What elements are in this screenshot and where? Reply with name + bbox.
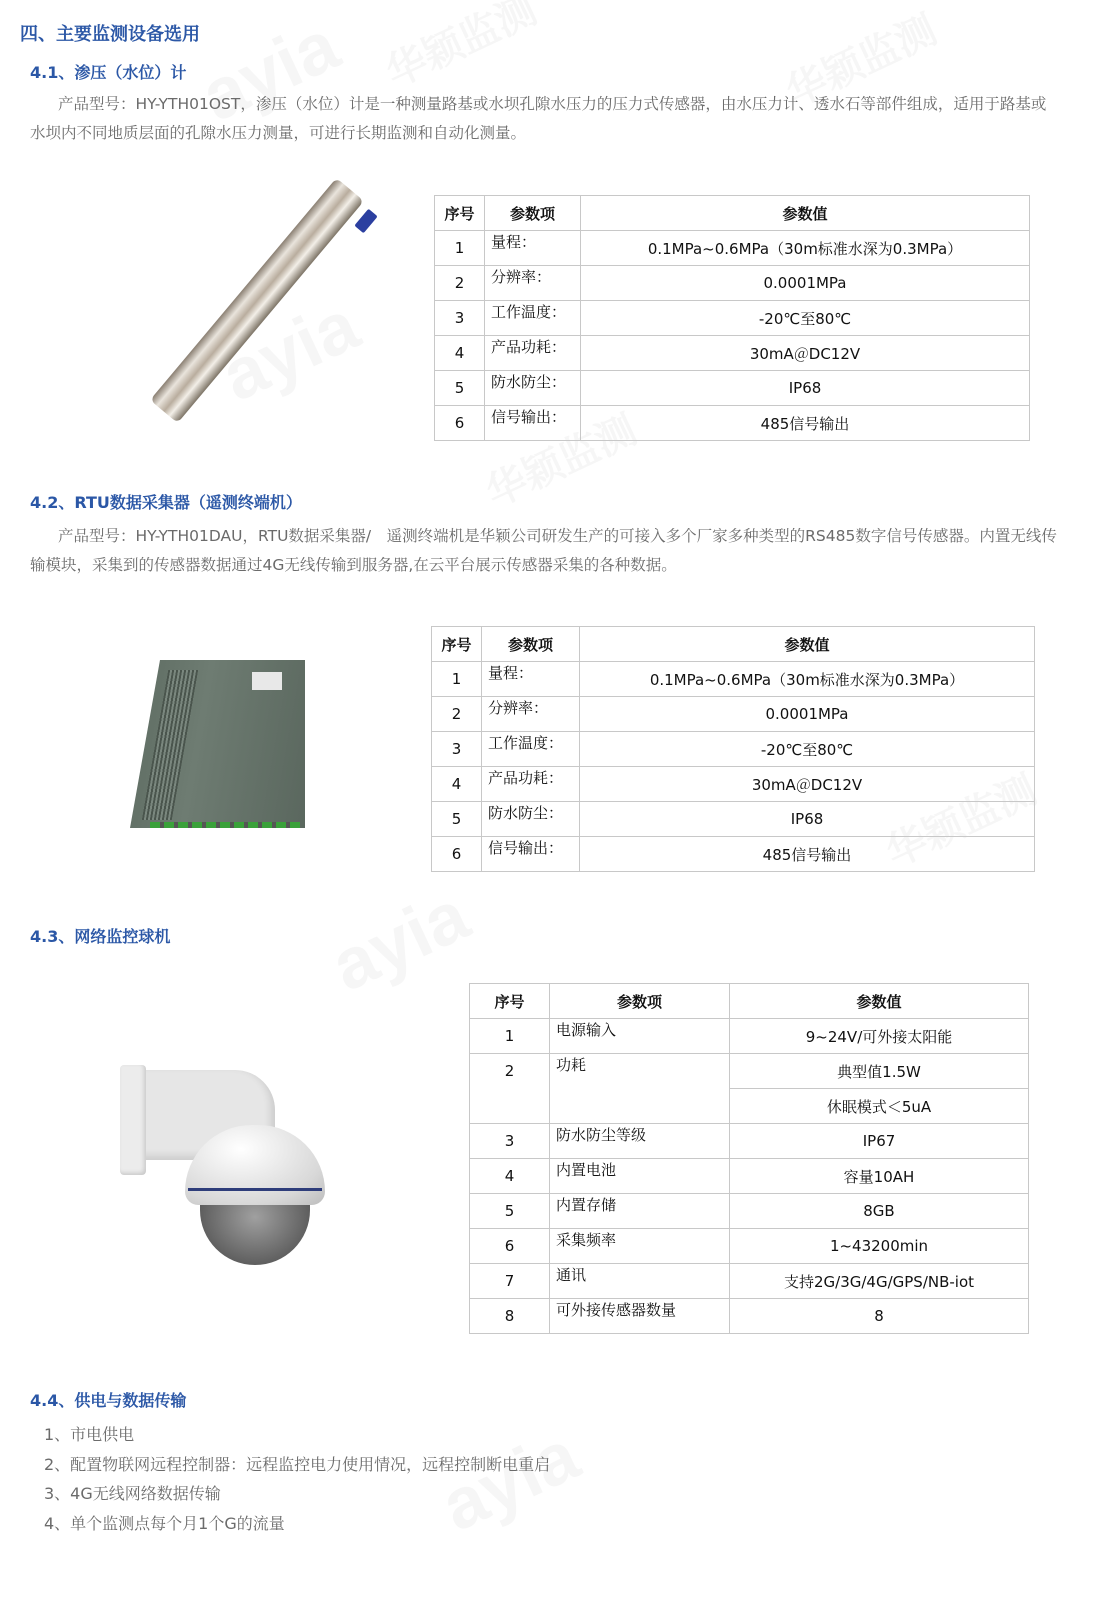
row-no: 3 [435, 301, 485, 336]
section-heading-4-3: 4.3、网络监控球机 [30, 927, 171, 946]
row-item: 内置存储 [550, 1194, 730, 1229]
watermark-logo [319, 874, 481, 1008]
row-value: IP68 [581, 371, 1030, 406]
row-no: 8 [470, 1299, 550, 1334]
row-item: 通讯 [550, 1264, 730, 1299]
table-row [470, 1299, 1029, 1334]
product-image-dome-camera [120, 1065, 330, 1265]
product-image-rtu [130, 660, 305, 828]
row-item: 防水防尘： [485, 371, 581, 406]
table-row [435, 371, 1030, 406]
row-item: 产品功耗： [485, 336, 581, 371]
row-value: 8GB [730, 1194, 1029, 1229]
table-row [435, 336, 1030, 371]
list-item: 1、市电供电 [44, 1425, 135, 1444]
table-row [470, 1264, 1029, 1299]
row-no: 3 [470, 1124, 550, 1159]
table-row [470, 1194, 1029, 1229]
row-value: 0.1MPa~0.6MPa（30m标准水深为0.3MPa） [580, 662, 1035, 697]
table-row [432, 662, 1035, 697]
row-no: 2 [470, 1054, 550, 1124]
row-item: 工作温度： [482, 732, 580, 767]
list-item: 3、4G无线网络数据传输 [44, 1484, 221, 1503]
row-item: 功耗 [550, 1054, 730, 1124]
row-no: 4 [432, 767, 482, 802]
row-no: 2 [435, 266, 485, 301]
table-row [435, 231, 1030, 266]
row-item: 信号输出： [485, 406, 581, 441]
row-item: 采集频率 [550, 1229, 730, 1264]
header-value: 参数值 [581, 196, 1030, 231]
row-value: 0.0001MPa [581, 266, 1030, 301]
table-header-row [470, 984, 1029, 1019]
table-row [435, 266, 1030, 301]
row-no: 1 [432, 662, 482, 697]
table-row [432, 767, 1035, 802]
row-no: 1 [435, 231, 485, 266]
section-description-4-2: 产品型号：HY-YTH01DAU，RTU数据采集器/ 遥测终端机是华颖公司研发生产的可接入多个厂家多种类型的RS485数字信号传感器。内置无线传输模块，采集到的传感器数据通过4G无线传输到服务器,在云平台展示传感器采集的各种数据。 [30, 527, 1057, 574]
section-heading-4-1: 4.1、渗压（水位）计 [30, 63, 187, 82]
table-header-row [435, 196, 1030, 231]
watermark-text [375, 0, 544, 98]
table-row [432, 837, 1035, 872]
row-item: 防水防尘等级 [550, 1124, 730, 1159]
table-row [470, 1159, 1029, 1194]
row-item: 防水防尘： [482, 802, 580, 837]
row-no: 6 [435, 406, 485, 441]
row-no: 4 [435, 336, 485, 371]
row-value: 支持2G/3G/4G/GPS/NB-iot [730, 1264, 1029, 1299]
row-value: -20℃至80℃ [581, 301, 1030, 336]
header-item: 参数项 [550, 984, 730, 1019]
section-description-4-1: 产品型号：HY-YTH01OST，渗压（水位）计是一种测量路基或水坝孔隙水压力的压力式传感器，由水压力计、透水石等部件组成，适用于路基或水坝内不同地质层面的孔隙水压力测量，可进行长期监测和自动化测量。 [30, 95, 1047, 142]
section-heading-4-4: 4.4、供电与数据传输 [30, 1391, 187, 1410]
row-no: 3 [432, 732, 482, 767]
row-item: 量程： [485, 231, 581, 266]
row-value: 9~24V/可外接太阳能 [730, 1019, 1029, 1054]
table-header-row [432, 627, 1035, 662]
row-item: 电源输入 [550, 1019, 730, 1054]
row-item: 量程： [482, 662, 580, 697]
list-item: 2、配置物联网远程控制器：远程监控电力使用情况，远程控制断电重启 [44, 1454, 551, 1474]
row-value: 典型值1.5W [730, 1054, 1029, 1089]
row-item: 信号输出： [482, 837, 580, 872]
row-no: 1 [470, 1019, 550, 1054]
header-item: 参数项 [485, 196, 581, 231]
header-value: 参数值 [580, 627, 1035, 662]
header-no: 序号 [470, 984, 550, 1019]
row-no: 7 [470, 1264, 550, 1299]
row-no: 4 [470, 1159, 550, 1194]
row-value: 30mA＠DC12V [581, 336, 1030, 371]
spec-table-rtu [431, 626, 1035, 872]
row-value: 0.1MPa~0.6MPa（30m标准水深为0.3MPa） [581, 231, 1030, 266]
table-row [435, 406, 1030, 441]
row-value: IP68 [580, 802, 1035, 837]
table-row [432, 732, 1035, 767]
row-item: 可外接传感器数量 [550, 1299, 730, 1334]
table-row [432, 697, 1035, 732]
row-item: 分辨率： [485, 266, 581, 301]
header-item: 参数项 [482, 627, 580, 662]
row-no: 6 [432, 837, 482, 872]
table-row [435, 301, 1030, 336]
row-no: 2 [432, 697, 482, 732]
list-item: 4、单个监测点每个月1个G的流量 [44, 1513, 285, 1533]
header-no: 序号 [432, 627, 482, 662]
row-value: 8 [730, 1299, 1029, 1334]
power-data-list [44, 1420, 550, 1538]
table-row [470, 1229, 1029, 1264]
row-value: 容量10AH [730, 1159, 1029, 1194]
row-no: 6 [470, 1229, 550, 1264]
table-row [432, 802, 1035, 837]
spec-table-dome-camera [469, 983, 1029, 1334]
row-value: 30mA＠DC12V [580, 767, 1035, 802]
row-value: 485信号输出 [581, 406, 1030, 441]
table-row [470, 1124, 1029, 1159]
row-value: 0.0001MPa [580, 697, 1035, 732]
row-no: 5 [432, 802, 482, 837]
header-no: 序号 [435, 196, 485, 231]
page-title: 四、主要监测设备选用 [20, 24, 200, 45]
row-value: IP67 [730, 1124, 1029, 1159]
row-value-secondary: 休眠模式＜5uA [730, 1089, 1029, 1124]
row-no: 5 [435, 371, 485, 406]
row-item: 内置电池 [550, 1159, 730, 1194]
row-value: 485信号输出 [580, 837, 1035, 872]
header-value: 参数值 [730, 984, 1029, 1019]
row-item: 工作温度： [485, 301, 581, 336]
row-value: 1~43200min [730, 1229, 1029, 1264]
section-heading-4-2: 4.2、RTU数据采集器（遥测终端机） [30, 493, 302, 512]
row-no: 5 [470, 1194, 550, 1229]
row-value: -20℃至80℃ [580, 732, 1035, 767]
table-row [470, 1054, 1029, 1089]
row-item: 产品功耗： [482, 767, 580, 802]
table-row [470, 1019, 1029, 1054]
spec-table-piezometer [434, 195, 1030, 441]
row-item: 分辨率： [482, 697, 580, 732]
